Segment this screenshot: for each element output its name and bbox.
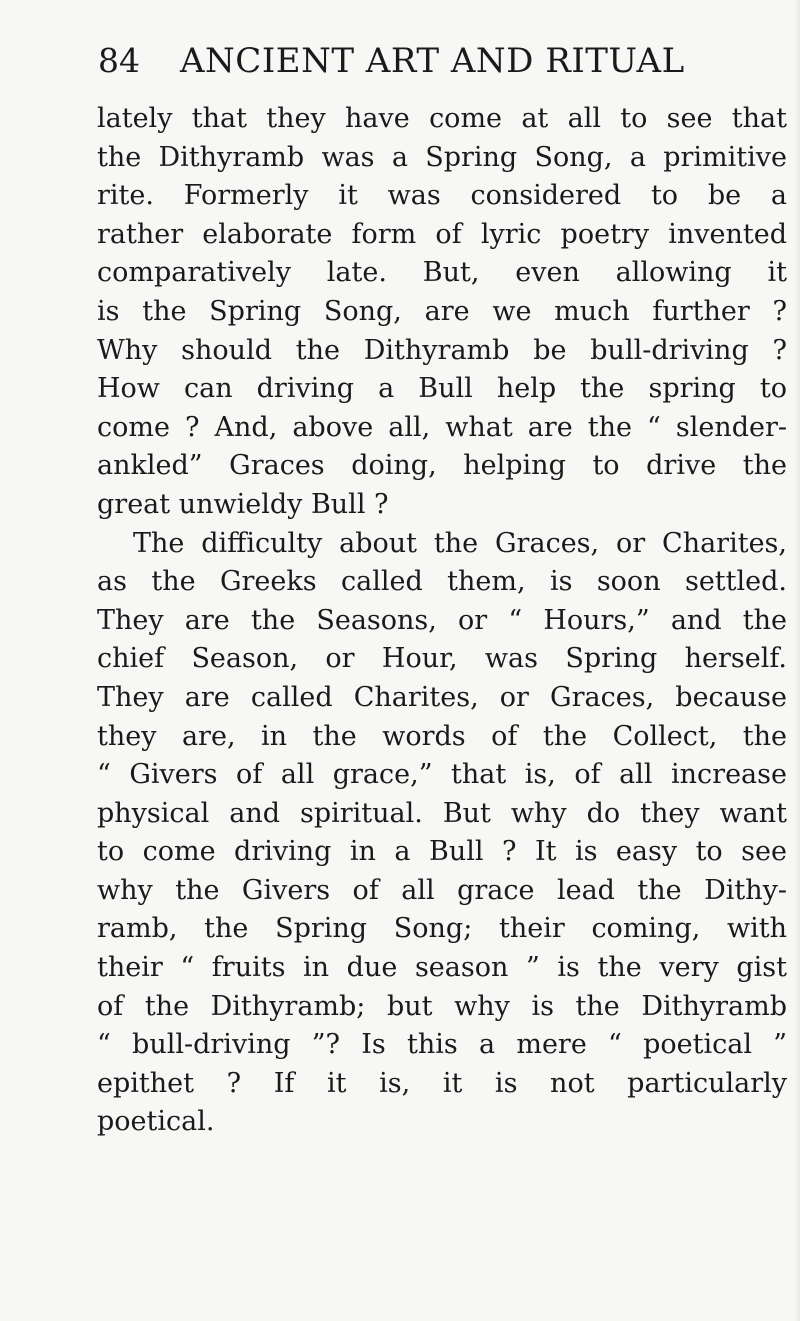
- text-line: ankled” Graces doing, helping to drive the: [97, 450, 787, 482]
- text-line: as the Greeks called them, is soon settled.: [97, 566, 787, 598]
- text-line: poetical.: [97, 1106, 215, 1138]
- text-line: How can driving a Bull help the spring to: [97, 373, 787, 405]
- text-line: The difficulty about the Graces, or Charites,: [133, 527, 787, 559]
- text-line: comparatively late. But, even allowing it: [97, 257, 787, 289]
- text-line: of the Dithyramb; but why is the Dithyramb: [97, 990, 787, 1022]
- text-line: physical and spiritual. But why do they want: [97, 797, 787, 829]
- text-line: rite. Formerly it was considered to be a: [97, 180, 787, 212]
- text-line: their “ fruits in due season ” is the very gist: [97, 952, 787, 984]
- text-line: great unwieldy Bull ?: [97, 488, 389, 520]
- text-line: why the Givers of all grace lead the Dithy-: [97, 874, 787, 906]
- running-head: [98, 36, 748, 86]
- text-line: the Dithyramb was a Spring Song, a primitive: [97, 141, 787, 173]
- text-line: rather elaborate form of lyric poetry invented: [97, 218, 787, 250]
- page-number: 84: [98, 41, 140, 80]
- text-line: “ bull-driving ”? Is this a mere “ poetical ”: [97, 1029, 787, 1061]
- running-title: ANCIENT ART AND RITUAL: [180, 41, 685, 81]
- text-line: come ? And, above all, what are the “ slender-: [97, 411, 787, 443]
- text-line: Why should the Dithyramb be bull-driving ?: [97, 334, 787, 366]
- page-edge-shadow: [794, 0, 800, 1321]
- text-line: is the Spring Song, are we much further ?: [97, 295, 787, 327]
- text-line: lately that they have come at all to see that: [97, 103, 787, 134]
- text-line: They are the Seasons, or “ Hours,” and the: [97, 604, 787, 636]
- text-line: epithet ? If it is, it is not particularly: [97, 1067, 787, 1099]
- text-line: to come driving in a Bull ? It is easy to see: [97, 836, 787, 868]
- text-line: They are called Charites, or Graces, because: [97, 681, 787, 713]
- text-line: “ Givers of all grace,” that is, of all increase: [97, 759, 787, 791]
- text-line: chief Season, or Hour, was Spring herself.: [97, 643, 787, 675]
- text-line: ramb, the Spring Song; their coming, with: [97, 913, 787, 945]
- text-line: they are, in the words of the Collect, the: [97, 720, 787, 752]
- body-text: [97, 100, 787, 1142]
